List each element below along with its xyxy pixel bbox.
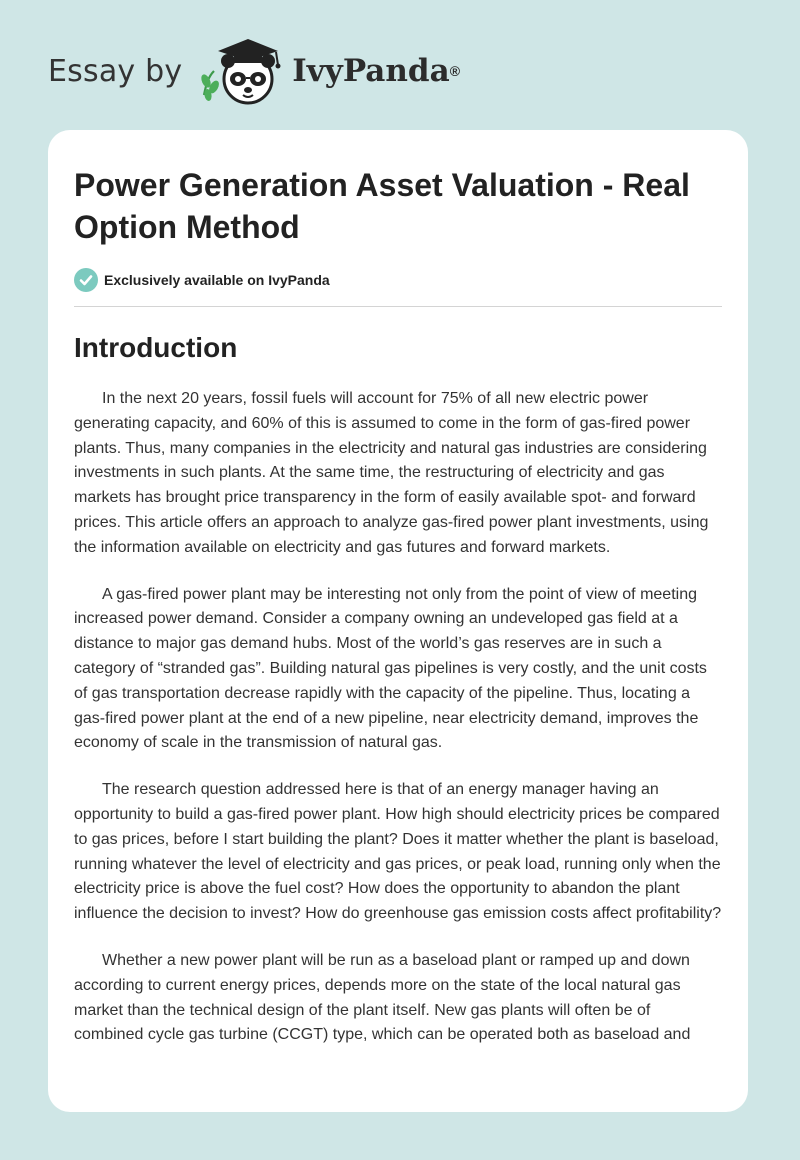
- brand-header: [48, 36, 460, 106]
- brand-name: IvyPanda: [292, 53, 450, 89]
- brand-registered-mark: ®: [449, 63, 461, 79]
- essay-title: Power Generation Asset Valuation - Real Option Method: [74, 167, 690, 245]
- paragraph: A gas-fired power plant may be interesting not only from the point of view of meeting increased power demand. Consider a company owning an undeveloped gas field at a distance to major gas demand hubs. Most of the world’s gas reserves are in such a category of “stranded gas”. Building natural gas pipelines is very costly, and the unit costs of gas transportation decrease rapidly with the capacity of the pipeline. Thus, locating a gas-fired power plant at the end of a new pipeline, near electricity demand, improves the economy of scale in the transmission of natural gas.: [74, 585, 707, 752]
- exclusive-label: Exclusively available on IvyPanda: [104, 272, 330, 288]
- exclusive-badge: [74, 268, 722, 292]
- paragraph: The research question addressed here is that of an energy manager having an opportunity to build a gas-fired power plant. How high should electricity prices be compared to gas prices, before I start building the plant? Does it matter whether the plant is baseload, running whatever the level of electricity and gas prices, or peak load, running only when the electricity price is above the fuel cost? How does the opportunity to abandon the plant influence the decision to invest? How do greenhouse gas emission costs affect profitability?: [74, 781, 722, 923]
- essay-card: [48, 130, 748, 1112]
- check-icon: [74, 268, 98, 292]
- divider: [74, 306, 722, 307]
- brand-prefix: Essay by: [48, 53, 183, 89]
- panda-graduate-icon: [196, 35, 288, 107]
- section-heading: Introduction: [74, 332, 238, 363]
- paragraph: Whether a new power plant will be run as a baseload plant or ramped up and down according to current energy prices, depends more on the state of the local natural gas market than the technical design of the plant itself. New gas plants will often be of combined cycle gas turbine (CCGT) type, which can be operated both as baseload and: [74, 951, 691, 1044]
- paragraph: In the next 20 years, fossil fuels will account for 75% of all new electric power generating capacity, and 60% of this is assumed to come in the form of gas-fired power plants. Thus, many companies in the electricity and natural gas industries are considering investments in such plants. At the same time, the restructuring of electricity and gas markets has brought price transparency in the form of easily available spot- and forward prices. This article offers an approach to analyze gas-fired power plant investments, using the information available on electricity and gas futures and forward markets.: [74, 390, 709, 556]
